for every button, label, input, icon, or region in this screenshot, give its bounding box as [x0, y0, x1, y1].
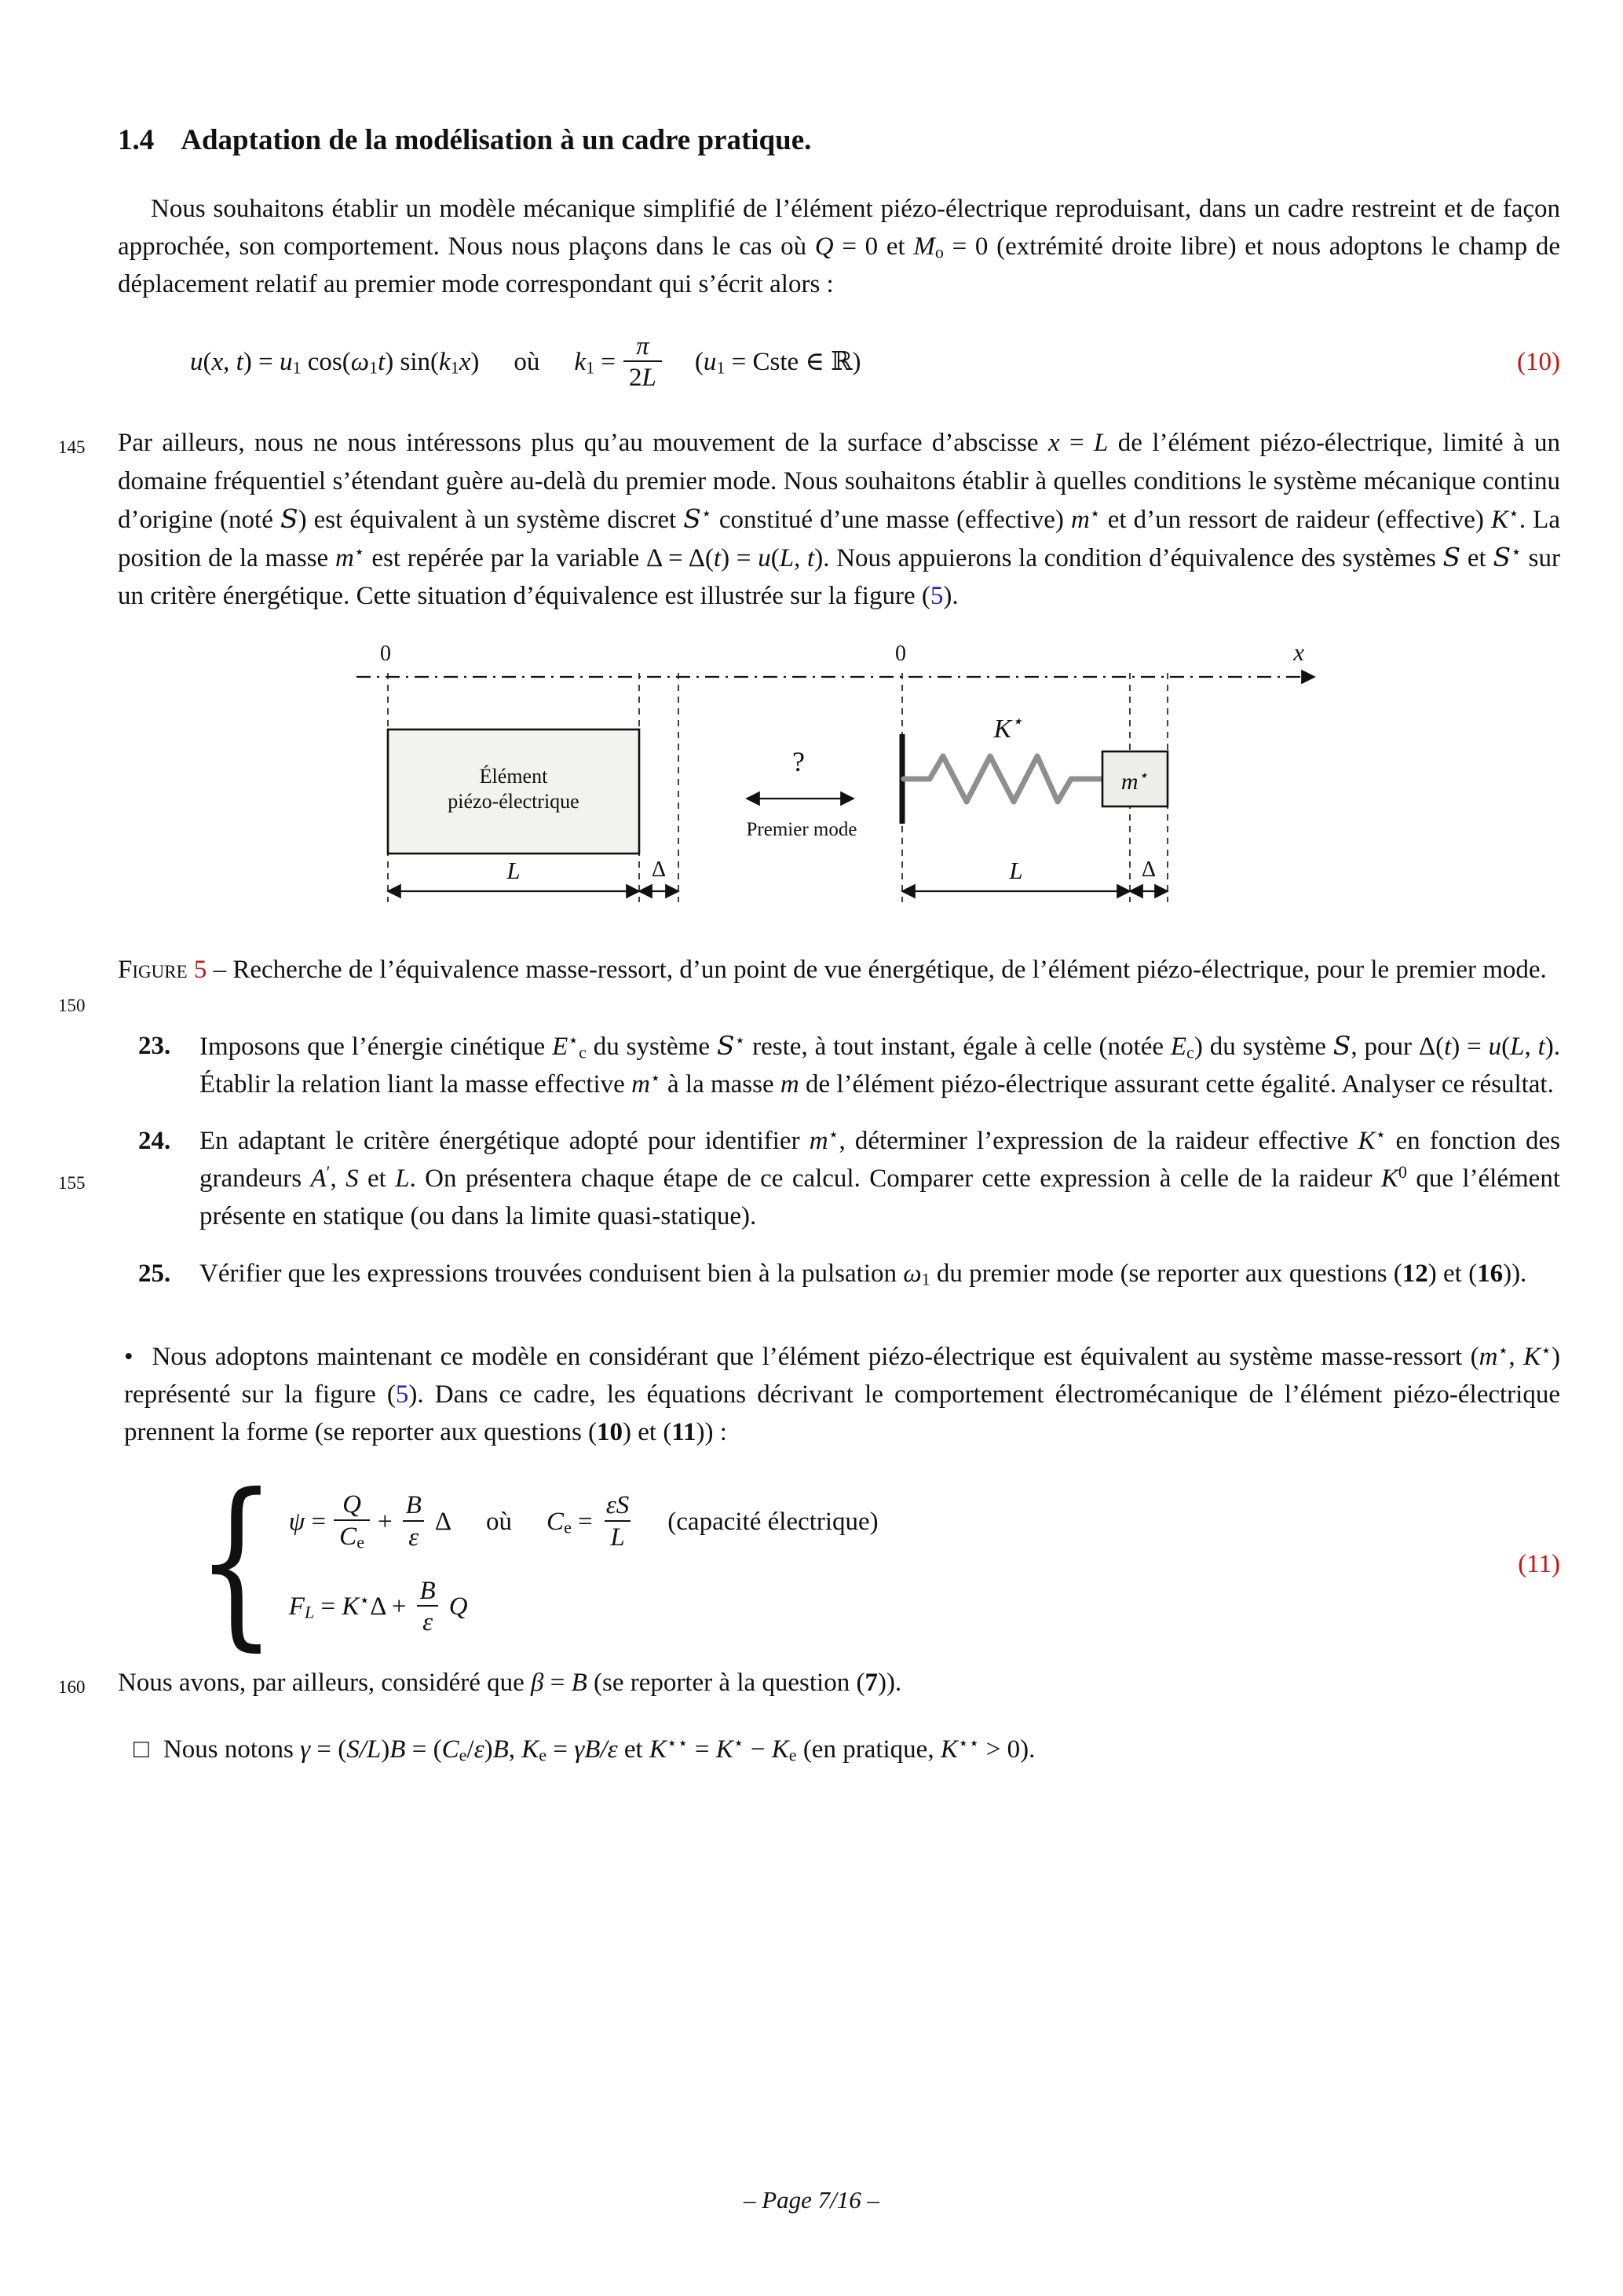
text-segment: ⋆⋆	[957, 1732, 980, 1753]
section-title: Adaptation de la modélisation à un cadre pratique.	[181, 124, 812, 156]
text-segment: εS	[605, 1490, 630, 1519]
text-segment: Nous notons	[163, 1735, 301, 1764]
equation-11-ce-lhs	[546, 1503, 593, 1541]
text-segment: Q	[814, 232, 834, 261]
margin-line-number-160: 160	[58, 1677, 86, 1698]
text-segment: F	[288, 1592, 305, 1621]
text-segment: constitué d’une masse (effective)	[711, 505, 1071, 534]
text-segment: ) et (	[1427, 1259, 1478, 1288]
text-segment: B	[571, 1669, 587, 1698]
paragraph-notation	[118, 1731, 1560, 1768]
text-segment: ⋆	[1089, 503, 1101, 523]
text-segment: Nous adoptons maintenant ce modèle en considérant que l’élément piézo-électrique est équivalent au système masse-ressort (	[152, 1342, 1479, 1371]
equation-10-condition	[695, 343, 861, 381]
text-segment: L	[1094, 429, 1109, 458]
text-segment: t	[713, 543, 722, 572]
spring-stiffness-label: K⋆	[992, 711, 1023, 744]
text-segment: = Cste ∈ ℝ)	[725, 348, 861, 377]
text-segment: (	[770, 543, 780, 572]
square-bullet-icon: □	[133, 1735, 149, 1764]
plus-sign: +	[378, 1507, 393, 1536]
text-segment: – Recherche de l’équivalence masse-ressort, d’un point de vue énergétique, de l’élément piézo-électrique, pour le premier mode.	[207, 956, 1547, 985]
text-segment: du premier mode (se reporter aux questions (	[930, 1259, 1402, 1288]
text-segment: Q	[342, 1490, 362, 1519]
text-segment: 7	[865, 1669, 878, 1698]
text-segment: Q	[448, 1592, 468, 1621]
text-segment: ⋆	[353, 541, 365, 561]
text-segment: C	[339, 1523, 357, 1552]
text-segment: t	[378, 348, 386, 377]
text-segment: =	[571, 1507, 593, 1536]
text-segment: = 0 et	[833, 232, 914, 261]
text-segment: ) =	[1451, 1032, 1489, 1061]
text-segment: =	[688, 1735, 716, 1764]
text-segment: =	[543, 1669, 572, 1698]
text-segment: k	[439, 348, 451, 377]
text-segment: u	[703, 348, 717, 377]
page-footer: – Page 7/16 –	[743, 2185, 880, 2214]
text-segment: à la masse	[660, 1069, 780, 1099]
text-segment: sur un critère énergétique. Cette situation d’équivalence est illustrée sur la figure (	[118, 543, 1560, 611]
text-segment: C	[546, 1507, 565, 1536]
text-segment: )).	[877, 1669, 902, 1698]
piezo-element-label-line1: Élément	[479, 765, 547, 788]
equation-11-row1	[289, 1490, 879, 1552]
text-segment: 2	[629, 364, 642, 393]
text-segment: B	[492, 1735, 509, 1764]
text-segment: C	[441, 1735, 459, 1764]
equation-10-tag: (10)	[1517, 348, 1560, 377]
text-segment: 1	[586, 357, 595, 378]
text-segment: L	[304, 1602, 315, 1622]
text-segment: L	[779, 543, 795, 572]
text-segment: t	[236, 348, 243, 377]
fraction-B-eps-2	[415, 1577, 441, 1638]
text-segment: ) du système	[1193, 1032, 1333, 1061]
dimension-L-right-label: L	[1008, 857, 1023, 885]
x-axis-label: x	[1292, 642, 1304, 667]
text-segment: =	[546, 1735, 575, 1764]
text-segment: ε	[408, 1523, 419, 1552]
text-segment: 1	[450, 357, 459, 378]
figure-5-diagram	[345, 642, 1334, 916]
text-segment: m	[1070, 505, 1090, 534]
text-segment: S	[1442, 541, 1461, 572]
fraction-denominator	[403, 1520, 424, 1552]
text-segment: (	[694, 348, 704, 377]
text-segment: ⋆	[734, 1029, 746, 1050]
text-segment: β	[531, 1669, 544, 1698]
text-segment: ⋆	[568, 1029, 579, 1050]
equation-system	[289, 1490, 879, 1637]
bullet-icon: •	[124, 1342, 133, 1371]
paragraph-equivalence-text	[118, 429, 1560, 610]
text-segment: 11	[671, 1418, 696, 1447]
text-segment: K	[342, 1592, 360, 1621]
text-segment: 0	[1398, 1162, 1407, 1183]
equation-11-tag: (11)	[1518, 1549, 1560, 1578]
system-brace: {	[196, 1453, 276, 1668]
equation-11-psi-lhs	[289, 1503, 326, 1541]
paragraph-beta	[58, 1664, 1560, 1702]
text-segment: Vérifier que les expressions trouvées conduisent bien à la pulsation	[199, 1259, 904, 1288]
section-heading	[118, 119, 1560, 162]
text-segment: > 0).	[979, 1735, 1036, 1764]
text-segment: ). Dans ce cadre, les équations décrivant le comportement électromécanique de l’élément piézo-électrique prennent la forme (se reporter aux questions (	[124, 1380, 1560, 1447]
text-segment: (	[203, 348, 212, 377]
question-list	[58, 995, 1560, 1292]
text-segment: et	[358, 1164, 396, 1194]
text-segment: ⋆	[1511, 541, 1522, 561]
text-segment: . On présentera chaque étape de ce calcul. Comparer cette expression à celle de la raideur	[409, 1164, 1381, 1194]
text-segment: 10	[597, 1418, 623, 1447]
margin-line-number-150: 150	[58, 995, 86, 1015]
text-segment: A	[310, 1164, 327, 1194]
text-segment: L	[395, 1164, 410, 1194]
text-segment: (se reporter à la question (	[587, 1669, 865, 1698]
text-segment: K	[1358, 1127, 1376, 1156]
question-23	[58, 995, 1560, 1103]
fraction-B-eps	[400, 1491, 427, 1552]
fraction-epsS-L	[601, 1491, 635, 1552]
dimension-delta-right-label: Δ	[1141, 857, 1156, 883]
text-segment: π	[636, 331, 649, 360]
text-segment: (en pratique,	[796, 1735, 941, 1764]
text-segment: en fonction des grandeurs	[199, 1127, 1560, 1194]
fraction-Q-Ce	[334, 1490, 370, 1552]
fraction-numerator	[415, 1577, 441, 1606]
text-segment: En adaptant le critère énergétique adopté pour identifier	[199, 1127, 810, 1156]
fraction-denominator	[605, 1520, 630, 1552]
paragraph-notation-text	[163, 1732, 1036, 1765]
equation-10-k-lhs	[574, 343, 616, 381]
text-segment: ⋆	[649, 1067, 661, 1088]
question-23-number: 23.	[138, 1031, 171, 1060]
question-25-number: 25.	[138, 1259, 171, 1288]
dimension-delta-left-label: Δ	[651, 857, 666, 883]
text-segment: ). Établir la relation liant la masse effective	[199, 1032, 1560, 1099]
text-segment: Imposons que l’énergie cinétique	[199, 1032, 553, 1061]
text-segment: S	[683, 503, 701, 534]
text-segment: x	[1047, 429, 1060, 458]
text-segment: =	[305, 1507, 327, 1536]
text-segment: K	[940, 1735, 958, 1764]
section-number: 1.4	[118, 124, 155, 156]
question-24	[58, 1122, 1560, 1236]
text-segment: , déterminer l’expression de la raideur effective	[839, 1127, 1358, 1156]
text-segment: ε	[473, 1735, 484, 1764]
text-segment: ⋆⋆	[666, 1732, 689, 1753]
text-segment: e	[356, 1532, 365, 1552]
text-segment: ,	[794, 543, 808, 572]
text-segment: 5	[395, 1380, 409, 1409]
text-segment: Nous souhaitons établir un modèle mécanique simplifié de l’élément piézo-électrique reproduisant, dans un cadre restreint et de façon approchée, son comportement. Nous nous plaçons dans le cas où	[118, 195, 1560, 261]
text-segment: 1	[369, 357, 378, 378]
text-segment: L	[642, 364, 656, 393]
text-segment: Nous avons, par ailleurs, considéré que	[118, 1669, 532, 1698]
text-segment: ψ	[288, 1507, 305, 1536]
text-segment: 5	[930, 582, 944, 611]
text-segment: ,	[223, 348, 236, 377]
text-segment: cos(	[301, 348, 351, 377]
text-segment: )	[381, 1735, 390, 1764]
text-segment: ω	[903, 1259, 922, 1288]
origin-label-left: 0	[379, 642, 391, 667]
text-segment: m	[809, 1127, 828, 1156]
text-segment: S	[716, 1029, 735, 1061]
text-segment: M	[913, 232, 935, 261]
text-segment: de l’élément piézo-électrique assurant cette égalité. Analyser ce résultat.	[799, 1069, 1554, 1099]
text-segment: 12	[1402, 1259, 1428, 1288]
text-segment: de l’élément piézo-électrique, limité à un domaine fréquentiel s’étendant guère au-delà du premier mode. Nous souhaitons établir à quelles conditions le système mécanique continu d’origine (noté	[118, 429, 1560, 534]
text-segment: ,	[508, 1735, 522, 1764]
text-segment: Figure	[118, 956, 188, 985]
equation-10-connector: où	[514, 348, 540, 377]
text-segment: ) =	[721, 543, 758, 572]
margin-line-number-145: 145	[58, 437, 86, 458]
text-segment	[188, 956, 194, 984]
text-segment: t	[1537, 1032, 1545, 1061]
text-segment: =	[1059, 429, 1095, 458]
text-segment: K	[1380, 1164, 1398, 1194]
equation-11-row2	[289, 1577, 879, 1638]
text-segment: ) représenté sur la figure (	[124, 1342, 1561, 1409]
text-segment: ⋆	[1508, 503, 1519, 523]
fraction-pi-2L	[623, 332, 662, 393]
text-segment: ⋆	[1375, 1124, 1387, 1145]
text-segment: u	[1488, 1032, 1502, 1061]
text-segment: =	[314, 1592, 342, 1621]
capacity-note: (capacité électrique)	[667, 1507, 879, 1536]
text-segment: 5	[193, 956, 207, 985]
delta-symbol: Δ	[434, 1507, 452, 1536]
equation-10-lhs	[190, 343, 479, 381]
premier-mode-label: Premier mode	[746, 819, 857, 841]
text-segment: e	[459, 1745, 467, 1765]
text-segment: du système	[586, 1032, 717, 1061]
text-segment: =	[594, 348, 616, 377]
fraction-denominator	[623, 360, 662, 393]
text-segment: c	[1186, 1042, 1194, 1062]
text-segment: E	[1170, 1032, 1187, 1061]
text-segment: k	[574, 348, 587, 377]
text-segment: Par ailleurs, nous ne nous intéressons plus qu’au mouvement de la surface d’abscisse	[118, 429, 1048, 458]
text-segment: 16	[1477, 1259, 1504, 1288]
text-segment: que l’élément présente en statique (ou dans la limite quasi-statique).	[199, 1164, 1560, 1231]
text-segment: −	[744, 1735, 772, 1764]
text-segment: 1	[292, 357, 302, 378]
text-segment: ) et (	[623, 1418, 672, 1447]
dimension-L-left-label: L	[506, 857, 521, 885]
text-segment: (	[1501, 1032, 1511, 1061]
text-segment: o	[934, 242, 944, 262]
question-25-text	[199, 1255, 1560, 1292]
text-segment: m	[780, 1069, 799, 1099]
text-segment: γ	[300, 1735, 311, 1764]
text-segment: S	[1332, 1029, 1351, 1061]
text-segment: ,	[1508, 1342, 1524, 1371]
text-segment: ⋆	[359, 1590, 371, 1610]
text-segment: et	[617, 1735, 649, 1764]
text-segment: 1	[921, 1269, 930, 1289]
text-segment: ,	[330, 1164, 346, 1194]
text-segment: L	[610, 1523, 625, 1552]
paragraph-model	[118, 1338, 1560, 1452]
origin-label-right: 0	[894, 642, 906, 667]
text-segment: u	[190, 348, 203, 377]
text-segment: B	[389, 1735, 406, 1764]
text-segment: )	[470, 348, 480, 377]
text-segment: )) :	[696, 1418, 727, 1447]
text-segment: t	[807, 543, 815, 572]
text-segment: Δ +	[370, 1592, 407, 1621]
text-segment: m	[1479, 1342, 1498, 1371]
text-segment: E	[552, 1032, 568, 1061]
text-segment: K	[1523, 1342, 1541, 1371]
text-segment: B	[419, 1576, 436, 1605]
text-segment: est repérée par la variable Δ = Δ(	[364, 543, 714, 572]
text-segment: K	[521, 1735, 539, 1764]
text-segment: ε	[422, 1608, 433, 1637]
question-24-number: 24.	[138, 1127, 171, 1156]
question-mark-label: ?	[791, 746, 805, 778]
text-segment: K	[649, 1735, 667, 1764]
question-25	[118, 1255, 1560, 1292]
text-segment: ). Nous appuierons la condition d’équivalence des systèmes	[814, 543, 1443, 572]
text-segment: K	[1490, 505, 1508, 534]
text-segment: = (	[310, 1735, 347, 1764]
fraction-numerator	[400, 1491, 427, 1520]
text-segment: K	[771, 1735, 789, 1764]
text-segment: e	[539, 1745, 547, 1765]
text-segment: x	[459, 348, 471, 377]
spring-shape	[904, 756, 1102, 802]
fraction-numerator	[631, 332, 655, 361]
figure-5-caption	[118, 951, 1560, 989]
text-segment: ′	[326, 1162, 331, 1183]
text-segment: 1	[716, 357, 726, 378]
text-segment: ) sin(	[385, 348, 440, 377]
text-segment: t	[1444, 1032, 1452, 1061]
text-segment: S	[1493, 541, 1512, 572]
text-segment: ⋆	[733, 1732, 744, 1753]
equation-10	[118, 332, 1560, 393]
text-segment: ⋆	[700, 503, 712, 523]
fraction-denominator	[417, 1605, 438, 1637]
equation-11	[118, 1453, 1560, 1668]
paragraph-beta-text	[118, 1669, 901, 1697]
text-segment: = (	[405, 1735, 442, 1764]
margin-line-number-155: 155	[58, 1173, 86, 1194]
text-segment: ).	[943, 582, 959, 611]
text-segment: u	[758, 543, 771, 572]
text-segment: S	[280, 503, 298, 534]
text-segment: /	[466, 1735, 474, 1764]
equation-11-FL-lhs	[289, 1588, 407, 1625]
text-segment: x	[211, 348, 224, 377]
text-segment: ) =	[243, 348, 280, 377]
text-segment: , pour Δ(	[1351, 1032, 1445, 1061]
text-segment: e	[788, 1745, 797, 1765]
text-segment: S	[345, 1164, 359, 1194]
text-segment: et	[1460, 543, 1493, 572]
text-segment: c	[579, 1042, 587, 1062]
text-segment: ,	[1524, 1032, 1538, 1061]
text-segment: B	[405, 1490, 422, 1519]
text-segment: . La position de la masse	[118, 505, 1560, 572]
text-segment: m	[334, 543, 354, 572]
text-segment: = 0 (extrémité droite libre) et nous adoptons le champ de déplacement relatif au premier mode correspondant qui s’écrit alors :	[118, 232, 1560, 299]
text-segment: ⋆	[1497, 1340, 1509, 1360]
text-segment: K	[715, 1735, 733, 1764]
text-segment: S/L	[346, 1735, 382, 1764]
figure-5	[345, 642, 1334, 927]
question-23-text	[199, 1027, 1560, 1103]
text-segment: reste, à tout instant, égale à celle (notée	[745, 1032, 1171, 1061]
fraction-numerator	[337, 1490, 367, 1519]
text-segment: u	[279, 348, 293, 377]
paragraph-equivalence	[58, 424, 1560, 615]
text-segment: γB/ε	[574, 1735, 618, 1764]
text-segment: e	[564, 1517, 572, 1537]
equation-11-connector: où	[486, 1507, 513, 1536]
paragraph-model-text	[124, 1340, 1561, 1447]
text-segment: m	[631, 1069, 650, 1099]
question-24-text	[199, 1122, 1560, 1236]
piezo-element-label-line2: piézo-électrique	[447, 790, 579, 813]
text-segment: L	[1510, 1032, 1525, 1061]
text-segment: )).	[1503, 1259, 1527, 1288]
charge-symbol	[449, 1588, 468, 1625]
fraction-numerator	[601, 1491, 635, 1520]
text-segment: et d’un ressort de raideur (effective)	[1100, 505, 1491, 534]
mass-label: m⋆	[1120, 767, 1148, 795]
text-segment: ⋆	[1541, 1340, 1552, 1360]
text-segment: ) est équivalent à un système discret	[298, 505, 684, 534]
text-segment: ⋆	[828, 1124, 839, 1145]
text-segment: ω	[350, 348, 370, 377]
text-segment: )	[484, 1735, 493, 1764]
fraction-denominator	[334, 1519, 370, 1552]
paragraph-intro	[118, 190, 1560, 304]
